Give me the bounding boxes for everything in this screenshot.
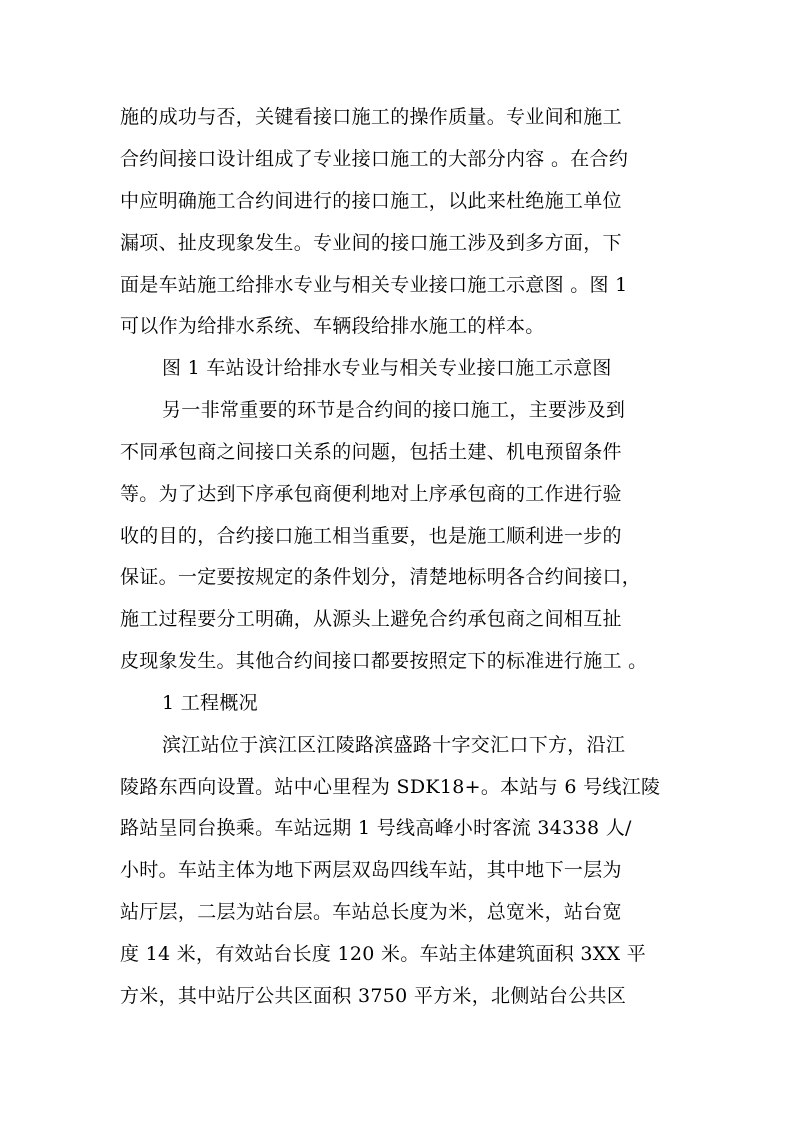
paragraph-line: 施的成功与否，关键看接口施工的操作质量。专业间和施工: [120, 106, 622, 128]
paragraph-line: 度 14 米，有效站台长度 120 米。车站主体建筑面积 3XX 平: [120, 943, 647, 965]
paragraph-line: 中应明确施工合约间进行的接口施工，以此来杜绝施工单位: [120, 190, 622, 212]
paragraph-line: 面是车站施工给排水专业与相关专业接口施工示意图 。图 1: [120, 274, 628, 296]
paragraph-line: 方米，其中站厅公共区面积 3750 平方米，北侧站台公共区: [120, 985, 627, 1007]
paragraph-line: 陵路东西向设置。站中心里程为 SDK18+。本站与 6 号线江陵: [120, 776, 661, 798]
paragraph-line: 路站呈同台换乘。车站远期 1 号线高峰小时客流 34338 人/: [120, 817, 632, 839]
paragraph-line: 小时。车站主体为地下两层双岛四线车站，其中地下一层为: [120, 859, 622, 881]
paragraph-line: 漏项、扯皮现象发生。专业间的接口施工涉及到多方面，下: [120, 232, 622, 254]
paragraph-line: 不同承包商之间接口关系的问题，包括土建、机电预留条件: [120, 441, 622, 463]
paragraph-line: 合约间接口设计组成了专业接口施工的大部分内容 。在合约: [120, 148, 629, 170]
paragraph-line: 收的目的，合约接口施工相当重要，也是施工顺利进一步的: [120, 525, 622, 547]
paragraph-line: 皮现象发生。其他合约间接口都要按照定下的标准进行施工 。: [120, 650, 648, 672]
paragraph-line: 站厅层，二层为站台层。车站总长度为米，总宽米，站台宽: [120, 901, 622, 923]
paragraph-line: 另一非常重要的环节是合约间的接口施工，主要涉及到: [162, 399, 626, 421]
figure-caption: 图 1 车站设计给排水专业与相关专业接口施工示意图: [162, 357, 612, 379]
paragraph-line: 可以作为给排水系统、车辆段给排水施工的样本。: [120, 315, 545, 337]
paragraph-line: 保证。一定要按规定的条件划分，清楚地标明各合约间接口，: [120, 566, 642, 588]
paragraph-line: 施工过程要分工明确，从源头上避免合约承包商之间相互扯: [120, 608, 622, 630]
paragraph-line: 等。为了达到下序承包商便利地对上序承包商的工作进行验: [120, 483, 622, 505]
paragraph-line: 滨江站位于滨江区江陵路滨盛路十字交汇口下方，沿江: [162, 734, 626, 756]
section-heading: 1 工程概况: [162, 692, 258, 714]
